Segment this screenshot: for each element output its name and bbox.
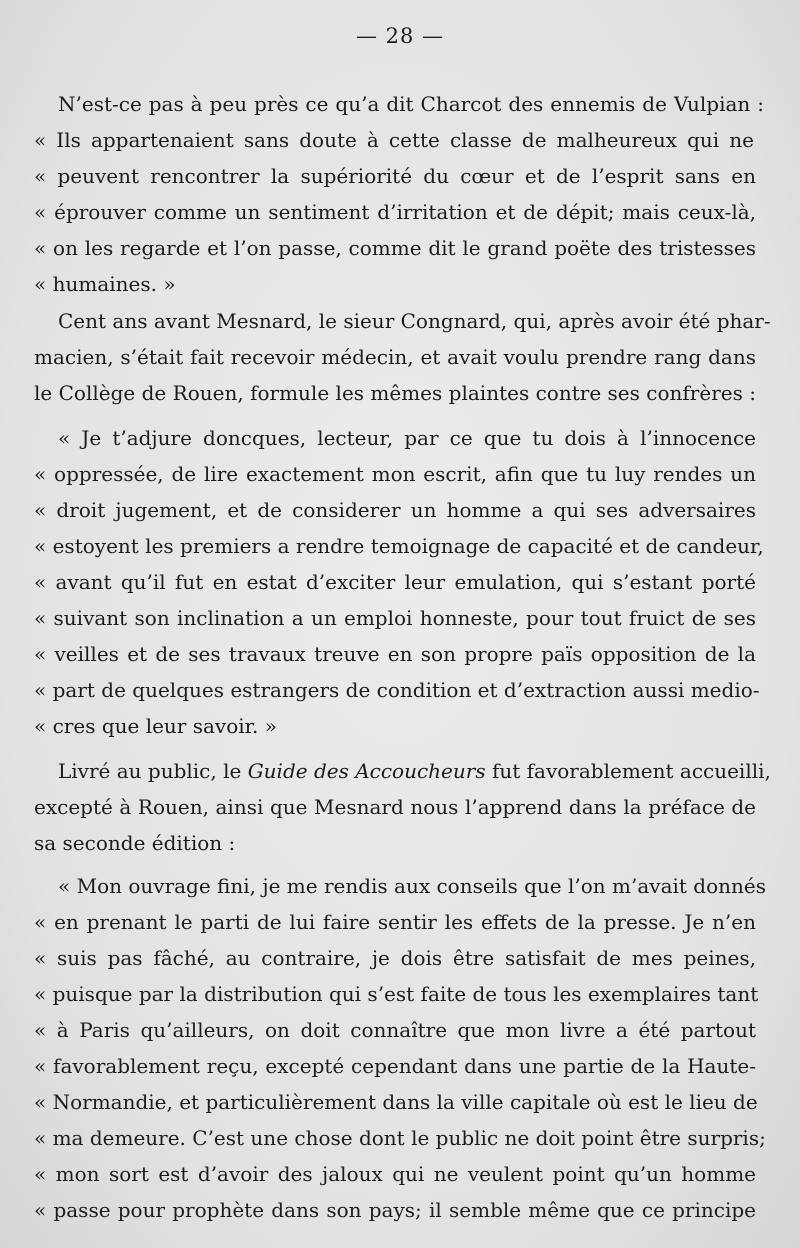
text-line-18: « cres que leur savoir. » bbox=[34, 714, 277, 738]
text-line-4: « éprouver comme un sentiment d’irritation et de dépit; mais ceux-là, bbox=[34, 200, 756, 224]
text-line-14: « avant qu’il fut en estat d’exciter leur emulation, qui s’estant porté bbox=[34, 570, 756, 594]
text-line-1: N’est-ce pas à peu près ce qu’a dit Charcot des ennemis de Vulpian : bbox=[58, 92, 764, 116]
text-line-8: macien, s’était fait recevoir médecin, et avait voulu prendre rang dans bbox=[34, 345, 756, 369]
line-text: Livré au public, le bbox=[58, 759, 248, 783]
text-line-17: « part de quelques estrangers de condition et d’extraction aussi medio- bbox=[34, 678, 760, 702]
text-line-22: « Mon ouvrage fini, je me rendis aux conseils que l’on m’avait donnés bbox=[58, 874, 766, 898]
text-line-7: Cent ans avant Mesnard, le sieur Congnard, qui, après avoir été phar- bbox=[58, 309, 771, 333]
text-line-11: « oppressée, de lire exactement mon escrit, afin que tu luy rendes un bbox=[34, 462, 756, 486]
text-line-21: sa seconde édition : bbox=[34, 831, 236, 855]
text-line-13: « estoyent les premiers a rendre temoignage de capacité et de candeur, bbox=[34, 534, 764, 558]
text-line-12: « droit jugement, et de considerer un homme a qui ses adversaires bbox=[34, 498, 756, 522]
text-line-27: « favorablement reçu, excepté cependant dans une partie de la Haute- bbox=[34, 1054, 756, 1078]
text-line-10: « Je t’adjure doncques, lecteur, par ce que tu dois à l’innocence bbox=[58, 426, 756, 450]
text-line-9: le Collège de Rouen, formule les mêmes plaintes contre ses confrères : bbox=[34, 381, 756, 405]
text-line-30: « mon sort est d’avoir des jaloux qui ne veulent point qu’un homme bbox=[34, 1162, 756, 1186]
text-line-15: « suivant son inclination a un emploi honneste, pour tout fruict de ses bbox=[34, 606, 756, 630]
text-line-20: excepté à Rouen, ainsi que Mesnard nous l’apprend dans la préface de bbox=[34, 795, 756, 819]
text-line-31: « passe pour prophète dans son pays; il semble même que ce principe bbox=[34, 1198, 756, 1222]
text-line-16: « veilles et de ses travaux treuve en son propre païs opposition de la bbox=[34, 642, 756, 666]
text-line-25: « puisque par la distribution qui s’est faite de tous les exemplaires tant bbox=[34, 982, 759, 1006]
page-number: — 28 — bbox=[355, 24, 445, 48]
line-text: fut favorablement accueilli, bbox=[485, 759, 771, 783]
text-line-3: « peuvent rencontrer la supériorité du cœur et de l’esprit sans en bbox=[34, 164, 756, 188]
text-line-26: « à Paris qu’ailleurs, on doit connaître que mon livre a été partout bbox=[34, 1018, 756, 1042]
book-title-italic: Guide des Accoucheurs bbox=[247, 759, 486, 783]
text-line-5: « on les regarde et l’on passe, comme dit le grand poëte des tristesses bbox=[34, 236, 756, 260]
text-line-23: « en prenant le parti de lui faire sentir les effets de la presse. Je n’en bbox=[34, 910, 756, 934]
text-line-2: « Ils appartenaient sans doute à cette classe de malheureux qui ne bbox=[34, 128, 754, 152]
text-line-6: « humaines. » bbox=[34, 272, 176, 296]
text-line-19 bbox=[58, 757, 771, 785]
text-line-24: « suis pas fâché, au contraire, je dois être satisfait de mes peines, bbox=[34, 946, 756, 970]
text-line-29: « ma demeure. C’est une chose dont le public ne doit point être surpris; bbox=[34, 1126, 766, 1150]
text-line-28: « Normandie, et particulièrement dans la ville capitale où est le lieu de bbox=[34, 1090, 758, 1114]
